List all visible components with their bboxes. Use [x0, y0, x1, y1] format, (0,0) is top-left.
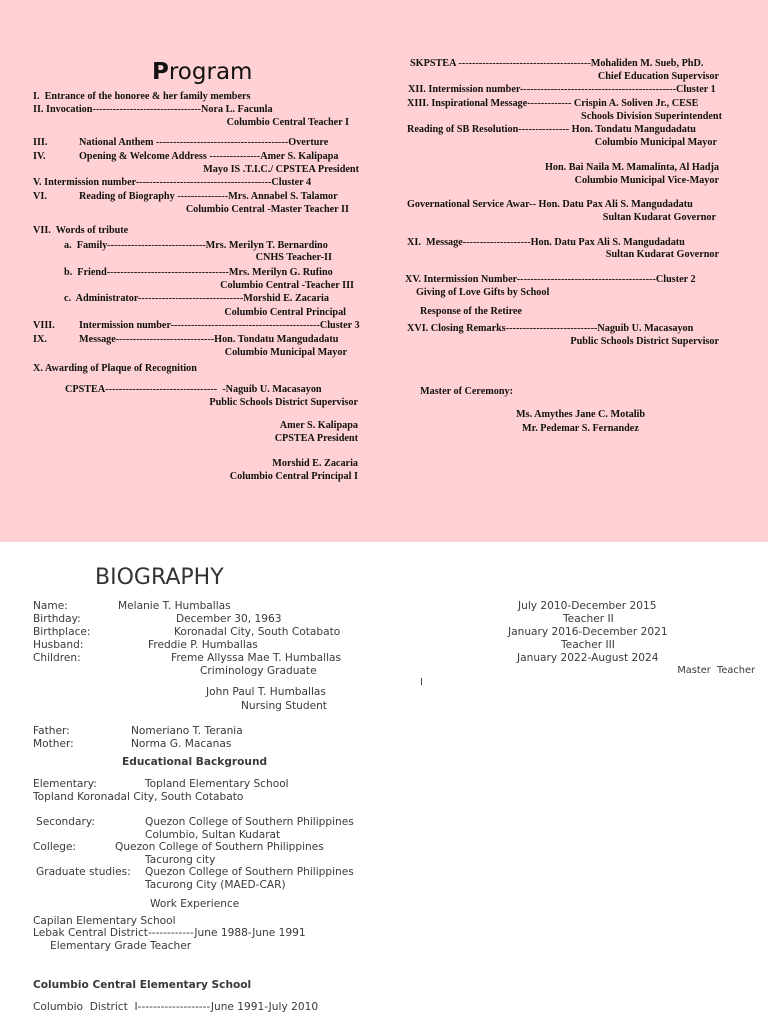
section-heading: Columbio Central Elementary School — [33, 979, 252, 991]
program-item: XVI. Closing Remarks---------------------------Naguib U. Macasayon — [407, 323, 694, 334]
field-value: Topland Koronadal City, South Cotabato — [33, 791, 244, 803]
field-label: College: — [33, 841, 77, 853]
program-item: XV. Intermission Number-----------------------------------------Cluster 2 — [405, 274, 696, 285]
program-item: Reading of SB Resolution--------------- Hon. Tondatu Mangudadatu — [407, 124, 696, 135]
program-item-detail: Sultan Kudarat Governor — [605, 249, 719, 260]
program-item-detail: Public Schools District Supervisor — [570, 336, 719, 347]
program-subitem: c. Administrator-------------------------------Morshid E. Zacaria — [64, 293, 329, 304]
field-label: Mother: — [33, 738, 74, 750]
work-entry: Teacher II — [563, 613, 614, 625]
program-item-detail: Columbio Central -Master Teacher II — [185, 204, 349, 215]
field-value: Topland Elementary School — [145, 778, 289, 790]
biography-title: BIOGRAPHY — [95, 565, 224, 590]
field-label: Birthplace: — [33, 626, 91, 638]
field-label: Birthday: — [33, 613, 81, 625]
program-item-detail: CNHS Teacher-II — [255, 252, 332, 263]
program-item: Reading of Biography ---------------Mrs. Annabel S. Talamor — [79, 191, 338, 202]
program-item-detail: Public Schools District Supervisor — [209, 397, 358, 408]
section-heading: Work Experience — [150, 898, 240, 910]
field-label: Children: — [33, 652, 81, 664]
field-value: Criminology Graduate — [200, 665, 317, 677]
program-item-detail: Chief Education Supervisor — [597, 71, 719, 82]
field-value: Norma G. Macanas — [131, 738, 232, 750]
field-label: Father: — [33, 725, 70, 737]
program-item-number: IV. — [33, 151, 46, 162]
program-item: I. Entrance of the honoree & her family members — [33, 91, 251, 102]
program-item-detail: CPSTEA President — [274, 433, 358, 444]
program-item-detail: Sultan Kudarat Governor — [602, 212, 716, 223]
program-item-detail: Morshid E. Zacaria — [272, 458, 358, 469]
field-value: Quezon College of Southern Philippines — [115, 841, 324, 853]
field-label: Secondary: — [36, 816, 95, 828]
program-item: Giving of Love Gifts by School — [416, 287, 550, 298]
program-item-detail: Columbio Central -Teacher III — [220, 280, 354, 291]
section-heading: Educational Background — [122, 756, 268, 768]
field-value: December 30, 1963 — [176, 613, 282, 625]
work-entry: I — [420, 677, 423, 688]
field-value: Freme Allyssa Mae T. Humballas — [171, 652, 342, 664]
work-entry: Capilan Elementary School — [33, 915, 176, 927]
program-item-detail: Columbio Municipal Mayor — [224, 347, 347, 358]
field-label: Elementary: — [33, 778, 97, 790]
program-subitem: a. Family-----------------------------Mrs. Merilyn T. Bernardino — [64, 240, 328, 251]
work-entry: Teacher III — [561, 639, 615, 651]
program-item: Message-----------------------------Hon. Tondatu Mangudadatu — [79, 334, 339, 345]
field-value: Melanie T. Humballas — [118, 600, 231, 612]
work-entry: January 2022-August 2024 — [517, 652, 659, 664]
master-of-ceremony-label: Master of Ceremony: — [420, 386, 513, 397]
field-label: Graduate studies: — [36, 866, 131, 878]
program-item-detail: Columbio Municipal Vice-Mayor — [574, 175, 719, 186]
program-item-number: III. — [33, 137, 48, 148]
program-item-number: VI. — [33, 191, 47, 202]
program-subitem: CPSTEA--------------------------------- -Naguib U. Macasayon — [65, 384, 322, 395]
program-item: XII. Intermission number----------------------------------------------Cluster 1 — [408, 84, 716, 95]
field-value: Nomeriano T. Terania — [131, 725, 243, 737]
field-label: Husband: — [33, 639, 84, 651]
program-item: Governational Service Awar-- Hon. Datu Pax Ali S. Mangudadatu — [407, 199, 693, 210]
work-entry: Elementary Grade Teacher — [50, 940, 192, 952]
program-title: Program — [152, 59, 253, 85]
program-subitem: b. Friend------------------------------------Mrs. Merilyn G. Rufino — [64, 267, 333, 278]
field-value: Freddie P. Humballas — [148, 639, 258, 651]
program-item: National Anthem ---------------------------------------Overture — [79, 137, 329, 148]
program-item: SKPSTEA ---------------------------------------Mohaliden M. Sueb, PhD. — [410, 58, 704, 69]
program-item-number: VIII. — [33, 320, 55, 331]
program-item-detail: Mayo IS .T.I.C./ CPSTEA President — [203, 164, 359, 175]
program-item: VII. Words of tribute — [33, 225, 129, 236]
field-value: Koronadal City, South Cotabato — [174, 626, 341, 638]
work-entry: Columbio District I-------------------June 1991-July 2010 — [33, 1001, 319, 1013]
emcee-name: Mr. Pedemar S. Fernandez — [522, 423, 639, 434]
field-value: Tacurong City (MAED-CAR) — [145, 879, 286, 891]
field-value: Quezon College of Southern Philippines — [145, 866, 354, 878]
program-item-detail: Amer S. Kalipapa — [279, 420, 358, 431]
work-entry: July 2010-December 2015 — [518, 600, 657, 612]
emcee-name: Ms. Amythes Jane C. Motalib — [516, 409, 646, 420]
program-item: V. Intermission number----------------------------------------Cluster 4 — [33, 177, 312, 188]
program-item: Opening & Welcome Address ---------------Amer S. Kalipapa — [79, 151, 339, 162]
program-item: Intermission number--------------------------------------------Cluster 3 — [79, 320, 360, 331]
field-value: Quezon College of Southern Philippines — [145, 816, 354, 828]
work-entry: Lebak Central District------------June 1988-June 1991 — [33, 927, 306, 939]
program-item-detail: Columbio Central Principal — [224, 307, 346, 318]
work-entry: Master Teacher — [677, 665, 755, 676]
program-item-detail: Schools Division Superintendent — [581, 111, 722, 122]
program-item-number: IX. — [33, 334, 47, 345]
field-value: Columbio, Sultan Kudarat — [145, 829, 281, 841]
field-value: Nursing Student — [241, 700, 327, 712]
program-item: XIII. Inspirational Message------------- Crispin A. Soliven Jr., CESE — [407, 98, 699, 109]
field-label: Name: — [33, 600, 68, 612]
program-item-detail: Hon. Bai Naila M. Mamalinta, Al Hadja — [544, 162, 719, 173]
field-value: John Paul T. Humballas — [206, 686, 326, 698]
work-entry: January 2016-December 2021 — [508, 626, 668, 638]
program-item-detail: Columbio Municipal Mayor — [594, 137, 717, 148]
field-value: Tacurong city — [145, 854, 216, 866]
program-item: X. Awarding of Plaque of Recognition — [33, 363, 197, 374]
program-item-detail: Columbio Central Teacher I — [226, 117, 349, 128]
program-item: XI. Message--------------------Hon. Datu Pax Ali S. Mangudadatu — [407, 237, 685, 248]
program-item-detail: Columbio Central Principal I — [229, 471, 358, 482]
program-item: II. Invocation--------------------------------Nora L. Facunla — [33, 104, 273, 115]
program-item: Response of the Retiree — [420, 306, 522, 317]
